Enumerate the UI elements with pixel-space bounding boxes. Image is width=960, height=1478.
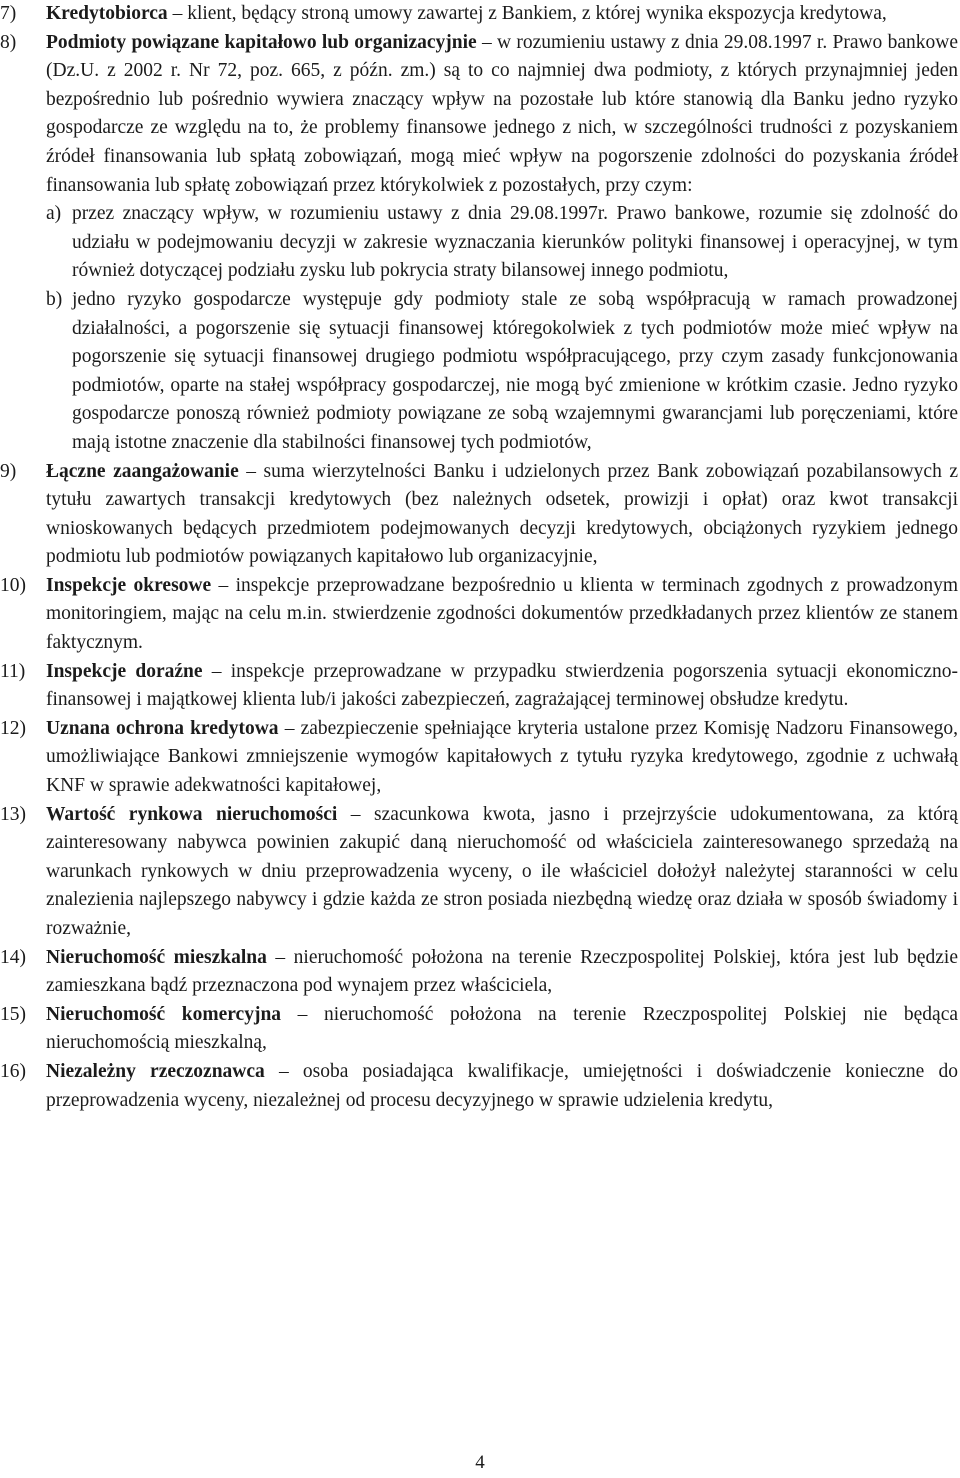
definition-text: – inspekcje przeprowadzane bezpośrednio u klienta w terminach zgodnych z prowadzonym monitoringiem, mając na celu m.in. stwierdzenie zgodności dokumentów przedkładanych przez klientów ze stanem faktycznym. — [46, 574, 958, 654]
definition-text: – nieruchomość położona na terenie Rzeczpospolitej Polskiej, która jest lub będzie zamieszkana bądź przeznaczona pod wynajem przez właściciela, — [46, 946, 959, 997]
definition-item-10 — [0, 572, 958, 658]
definition-text: – nieruchomość położona na terenie Rzeczpospolitej Polskiej nie będąca nieruchomością mieszkalną, — [46, 1003, 959, 1054]
definition-item-14 — [0, 944, 958, 1001]
definition-term: Nieruchomość komercyjna — [46, 1003, 282, 1025]
definition-item-11 — [0, 658, 958, 715]
definition-term: Kredytobiorca — [46, 3, 168, 24]
definition-text: – szacunkowa kwota, jasno i przejrzyście udokumentowana, za którą zainteresowany nabywca powinien zakupić daną nieruchomość od właściciela zainteresowanego sprzedażą na warunkach rynkowych w dniu przeprowadzenia wyceny, o ile właściciel dołożył należytej staranności w celu znalezienia najlepszego nabywcy i gdzie każda ze stron posiada niezbędną wiedzę oraz działa w sposób świadomy i rozważnie, — [46, 803, 958, 939]
item-number: 7) — [0, 3, 17, 24]
item-number: 14) — [0, 946, 26, 968]
definition-item-9 — [0, 458, 958, 572]
definition-text: – zabezpieczenie spełniające kryteria ustalone przez Komisję Nadzoru Finansowego, umożliwiające Bankowi zmniejszenie wymogów kapitałowych z tytułu ryzyka kredytowego, zgodnie z uchwałą KNF w sprawie adekwatności kapitałowej, — [46, 717, 958, 797]
item-number: 8) — [0, 31, 17, 53]
definition-item-12 — [0, 715, 958, 801]
definition-item-16 — [0, 1058, 958, 1115]
definition-item-8 — [0, 29, 958, 201]
definition-text: – w rozumieniu ustawy z dnia 29.08.1997 r. Prawo bankowe (Dz.U. z 2002 r. Nr 72, poz. 665, z późn. zm.) są to co najmniej dwa podmioty, z których przynajmniej jeden bezpośrednio lub pośrednio wywiera znaczący wpływ na pozostałe lub które stanowią dla Banku jedno ryzyko gospodarcze ze względu na to, że problemy finansowe jednego z nich, w szczególności trudności z pozyskaniem źródeł finansowania lub spłatą zobowiązań, mogą mieć wpływ na pogorszenie zdolności do pozyskania źródeł finansowania lub spłatę zobowiązań przez którykolwiek z pozostałych, przy czym: — [46, 31, 958, 196]
definition-text: – osoba posiadająca kwalifikacje, umiejętności i doświadczenie konieczne do przeprowadzenia wyceny, niezależnej od procesu decyzyjnego w sprawie udzielenia kredytu, — [46, 1060, 958, 1111]
item-number: 9) — [0, 460, 17, 482]
definition-text: – suma wierzytelności Banku i udzielonych przez Bank zobowiązań pozabilansowych z tytułu zawartych transakcji kredytowych (bez należnych odsetek, prowizji i opłat) oraz kwot transakcji wnioskowanych będących przedmiotem podejmowanych decyzji kredytowych, obciążonych ryzykiem jednego podmiotu lub podmiotów powiązanych kapitałowo lub organizacyjnie, — [46, 460, 958, 568]
item-number: 12) — [0, 717, 26, 739]
definition-subitem-b — [0, 286, 958, 458]
subitem-text: przez znaczący wpływ, w rozumieniu ustawy z dnia 29.08.1997r. Prawo bankowe, rozumie się zdolność do udziału w podejmowaniu decyzji w zakresie wyznaczania kierunków polityki finansowej i operacyjnej, w tym również dotyczącej podziału zysku lub pokrycia straty bilansowej innego podmiotu, — [72, 203, 958, 282]
subitem-text: jedno ryzyko gospodarcze występuje gdy podmioty stale ze sobą współpracują w ramach prowadzonej działalności, a pogorszenie się sytuacji finansowej któregokolwiek z tych podmiotów może mieć wpływ na pogorszenie się sytuacji finansowej drugiego podmiotu współpracującego, przy czym zasady funkcjonowania podmiotów, oparte na stałej współpracy gospodarczej, nie mogą być zmienione w krótkim czasie. Jedno ryzyko gospodarcze ponoszą również podmioty powiązane ze sobą wzajemnymi gwarancjami lub poręczeniami, które mają istotne znaczenie dla stabilności finansowej tych podmiotów, — [72, 288, 958, 453]
item-number: 15) — [0, 1003, 26, 1025]
definition-text: – inspekcje przeprowadzane w przypadku stwierdzenia pogorszenia sytuacji ekonomiczno-finansowej i majątkowej klienta lub/i jakości zabezpieczeń, zagrażającej terminowej obsłudze kredytu. — [46, 660, 958, 711]
item-number: 16) — [0, 1060, 26, 1082]
definition-item-15 — [0, 1001, 958, 1058]
definition-item-7 — [0, 0, 958, 29]
page-number: 4 — [475, 1452, 485, 1473]
definition-term: Uznana ochrona kredytowa — [46, 717, 279, 739]
definition-item-13 — [0, 801, 958, 944]
definition-term: Wartość rynkowa nieruchomości — [46, 803, 338, 825]
definition-term: Łączne zaangażowanie — [46, 460, 239, 482]
item-number: 10) — [0, 574, 26, 596]
subitem-letter: a) — [46, 203, 62, 225]
subitem-letter: b) — [46, 288, 63, 310]
item-number: 13) — [0, 803, 26, 825]
definition-term: Inspekcje okresowe — [46, 574, 212, 596]
definition-term: Inspekcje doraźne — [46, 660, 203, 682]
definition-term: Niezależny rzeczoznawca — [46, 1060, 265, 1082]
definition-term: Podmioty powiązane kapitałowo lub organizacyjnie — [46, 31, 477, 53]
definition-text: – klient, będący stroną umowy zawartej z Bankiem, z której wynika ekspozycja kredytowa, — [167, 3, 887, 24]
item-number: 11) — [0, 660, 26, 682]
definition-subitem-a — [0, 200, 958, 286]
definition-term: Nieruchomość mieszkalna — [46, 946, 267, 968]
